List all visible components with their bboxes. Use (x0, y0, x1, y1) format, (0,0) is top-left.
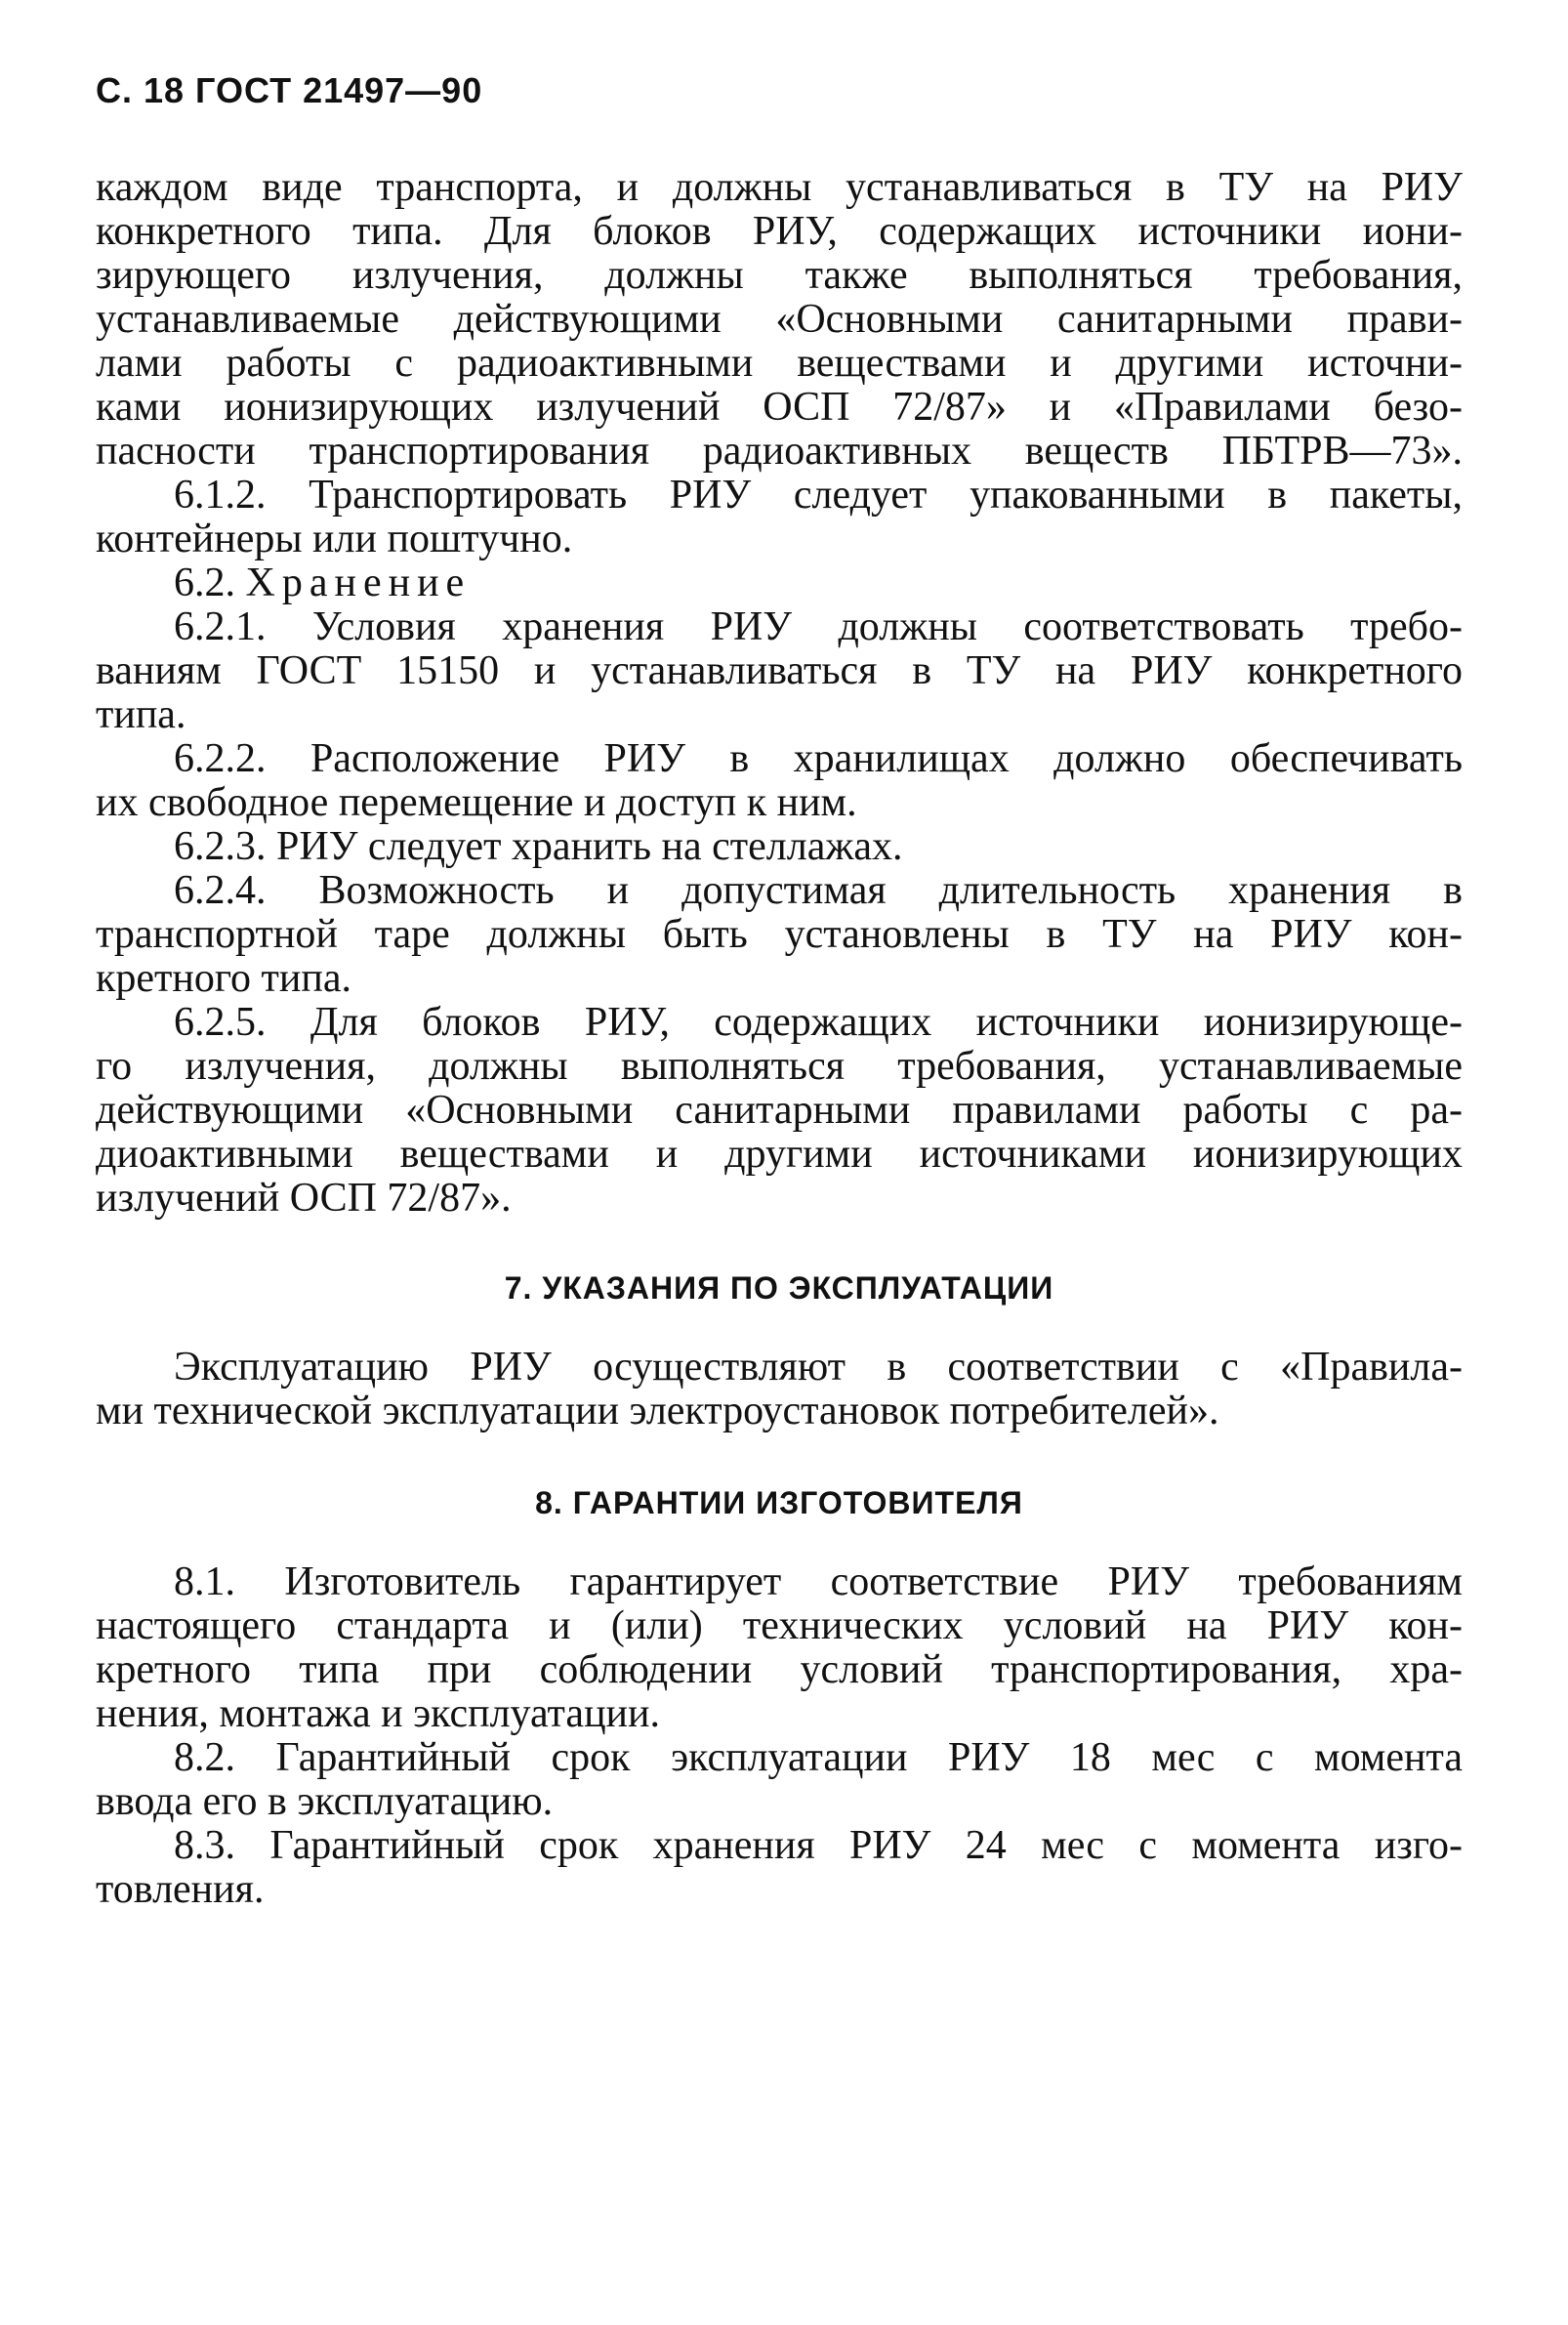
text-line: ми технической эксплуатации электроустановок потребителей». (96, 1389, 1219, 1433)
text-line: Эксплуатацию РИУ осуществляют в соответствии с «Правила- (174, 1345, 1463, 1390)
text-line: 6.2.5. Для блоков РИУ, содержащих источники ионизирующе- (174, 1000, 1463, 1045)
text-line: настоящего стандарта и (или) технических условий на РИУ кон- (96, 1603, 1463, 1648)
page-header: С. 18 ГОСТ 21497—90 (96, 70, 483, 110)
text-line: 6.2.4. Возможность и допустимая длительность хранения в (174, 868, 1463, 913)
paragraph-6-1-1-continuation (96, 166, 1463, 474)
text-line: пасности транспортирования радиоактивных веществ ПБТРВ—73». (96, 429, 1463, 474)
text-line: устанавливаемые действующими «Основными санитарными прави- (96, 297, 1463, 342)
subsection-title: Хранение (245, 560, 472, 605)
paragraph-6-2-2 (96, 737, 1463, 825)
text-line: диоактивными веществами и другими источниками ионизирующих (96, 1132, 1463, 1177)
section-7-text (96, 1346, 1463, 1433)
text-line: ваниям ГОСТ 15150 и устанавливаться в ТУ на РИУ конкретного (96, 648, 1463, 693)
paragraph-8-3 (96, 1824, 1463, 1912)
paragraph-8-1 (96, 1560, 1463, 1736)
document-body (96, 166, 1463, 1912)
subsection-number: 6.2. (174, 560, 246, 605)
text-line: 6.1.2. Транспортировать РИУ следует упакованными в пакеты, (174, 473, 1463, 518)
paragraph-8-2 (96, 1736, 1463, 1824)
section-7-heading: 7. УКАЗАНИЯ ПО ЭКСПЛУАТАЦИИ (504, 1270, 1054, 1306)
text-line: их свободное перемещение и доступ к ним. (96, 780, 857, 825)
text-line: товления. (96, 1867, 265, 1912)
text-line: ками ионизирующих излучений ОСП 72/87» и «Правилами безо- (96, 385, 1463, 430)
paragraph-6-2-4 (96, 869, 1463, 1001)
text-line: 8.2. Гарантийный срок эксплуатации РИУ 18 мес с момента (174, 1735, 1463, 1780)
text-line: транспортной таре должны быть установлены в ТУ на РИУ кон- (96, 912, 1463, 957)
text-line: 8.1. Изготовитель гарантирует соответствие РИУ требованиям (174, 1559, 1463, 1604)
text-line: 8.3. Гарантийный срок хранения РИУ 24 мес с момента изго- (174, 1823, 1463, 1868)
text-line: излучений ОСП 72/87». (96, 1176, 512, 1221)
text-line: 6.2.1. Условия хранения РИУ должны соответствовать требо- (174, 604, 1463, 649)
paragraph-6-2-3 (96, 825, 1463, 869)
paragraph-6-1-2 (96, 474, 1463, 561)
section-8-heading: 8. ГАРАНТИИ ИЗГОТОВИТЕЛЯ (535, 1485, 1023, 1520)
paragraph-6-2-1 (96, 605, 1463, 737)
text-line: ввода его в эксплуатацию. (96, 1779, 554, 1824)
text-line: лами работы с радиоактивными веществами и другими источни- (96, 341, 1463, 386)
text-line: типа. (96, 692, 186, 737)
subsection-6-2-title (96, 561, 1463, 605)
text-line: контейнеры или поштучно. (96, 517, 573, 561)
text-line: го излучения, должны выполняться требования, устанавливаемые (96, 1044, 1463, 1089)
text-line: действующими «Основными санитарными правилами работы с ра- (96, 1088, 1463, 1133)
text-line: кретного типа при соблюдении условий транспортирования, хра- (96, 1647, 1463, 1692)
text-line (96, 561, 1463, 605)
text-line: 6.2.3. РИУ следует хранить на стеллажах. (174, 824, 903, 869)
text-line: конкретного типа. Для блоков РИУ, содержащих источники иони- (96, 209, 1463, 254)
text-line: каждом виде транспорта, и должны устанавливаться в ТУ на РИУ (96, 165, 1463, 210)
text-line: зирующего излучения, должны также выполняться требования, (96, 253, 1463, 298)
text-line: 6.2.2. Расположение РИУ в хранилищах должно обеспечивать (174, 736, 1463, 781)
text-line: кретного типа. (96, 956, 352, 1001)
paragraph-6-2-5 (96, 1001, 1463, 1221)
text-line: нения, монтажа и эксплуатации. (96, 1691, 660, 1736)
